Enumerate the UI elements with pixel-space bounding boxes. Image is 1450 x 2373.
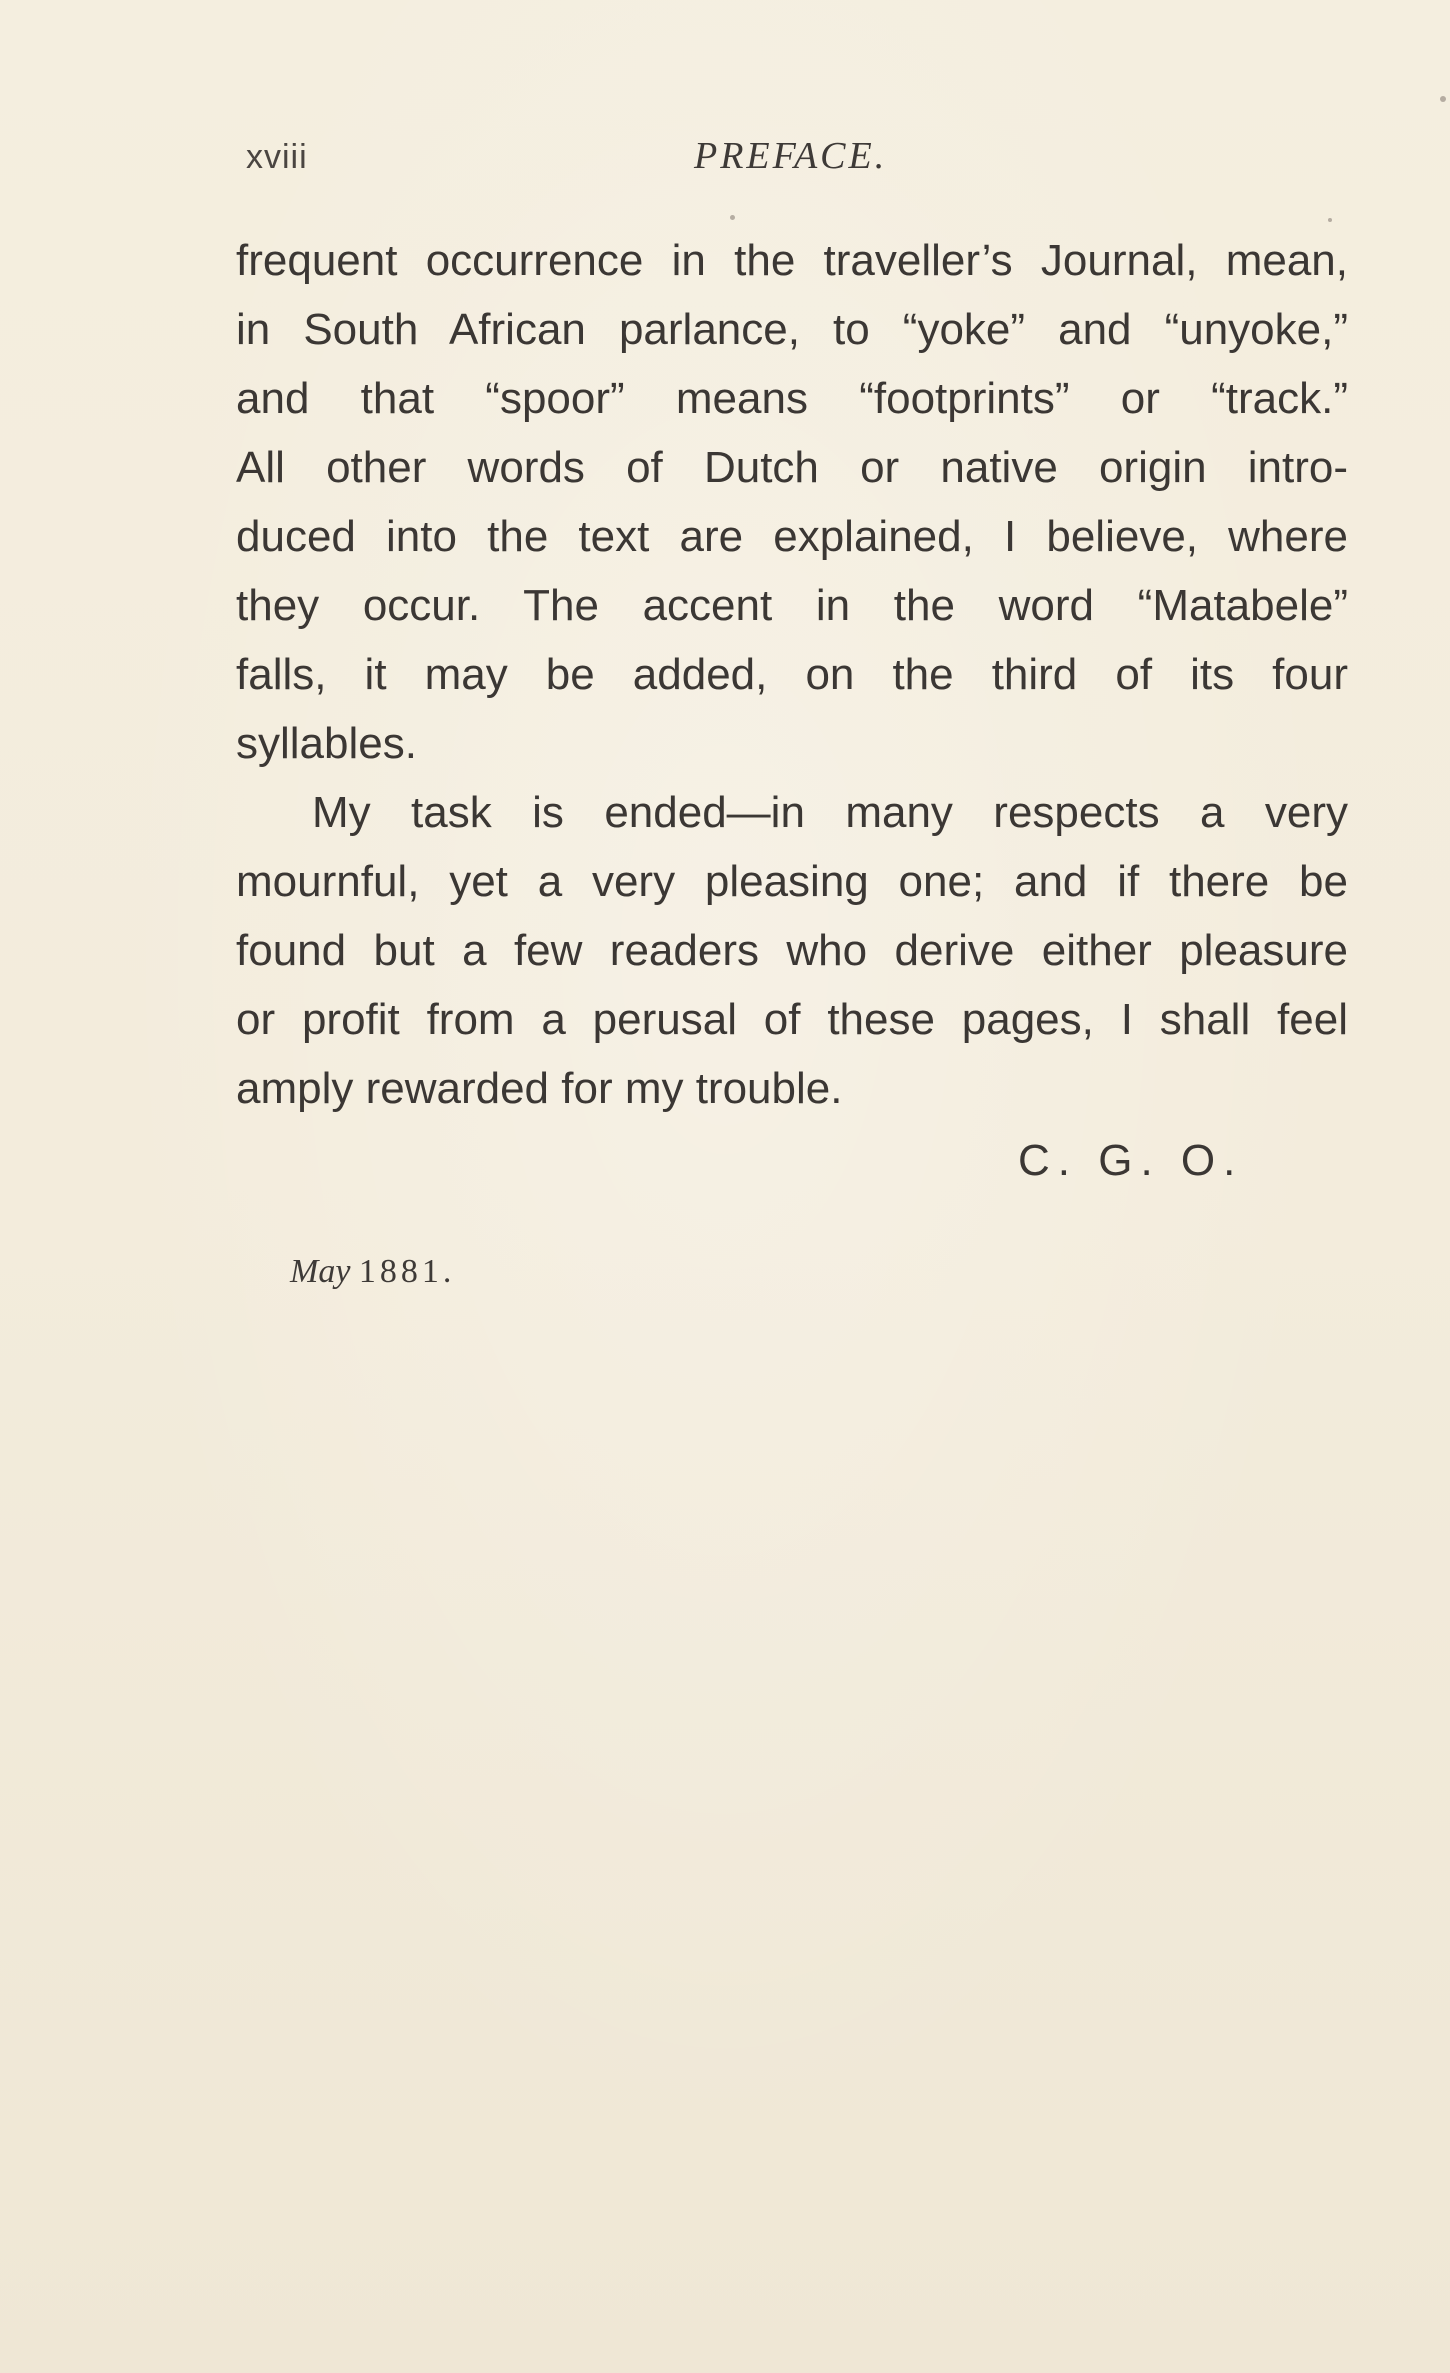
paragraph: [236, 226, 1348, 778]
text-line: falls, it may be added, on the third of its four: [236, 650, 1348, 699]
signature-initials: C. G. O.: [1018, 1136, 1244, 1185]
page-speck: [730, 215, 735, 220]
text-line: in South African parlance, to “yoke” and “unyoke,”: [236, 305, 1348, 354]
page-header: [0, 135, 1450, 198]
text-line: syllables.: [236, 719, 417, 768]
text-line: All other words of Dutch or native origin intro-: [236, 443, 1348, 492]
text-line: amply rewarded for my trouble.: [236, 1064, 843, 1113]
text-line: or profit from a perusal of these pages, I shall feel: [236, 995, 1348, 1044]
text-line: duced into the text are explained, I believe, where: [236, 512, 1348, 561]
text-line: found but a few readers who derive either pleasure: [236, 926, 1348, 975]
text-line: My task is ended—in many respects a very: [312, 788, 1348, 837]
running-head: PREFACE.: [694, 135, 888, 177]
text-line: mournful, yet a very pleasing one; and if there be: [236, 857, 1348, 906]
paragraph: [236, 778, 1348, 1123]
page-speck: [1440, 96, 1446, 102]
page-speck: [1328, 218, 1332, 222]
text-line: they occur. The accent in the word “Matabele”: [236, 581, 1348, 630]
text-line: and that “spoor” means “footprints” or “track.”: [236, 374, 1348, 423]
dateline-month: May: [290, 1253, 351, 1290]
dateline: [290, 1253, 455, 1291]
dateline-year: 1881.: [358, 1253, 456, 1290]
page-number: xviii: [246, 138, 308, 176]
body-text: [236, 226, 1348, 1123]
text-line: frequent occurrence in the traveller’s Journal, mean,: [236, 236, 1348, 285]
